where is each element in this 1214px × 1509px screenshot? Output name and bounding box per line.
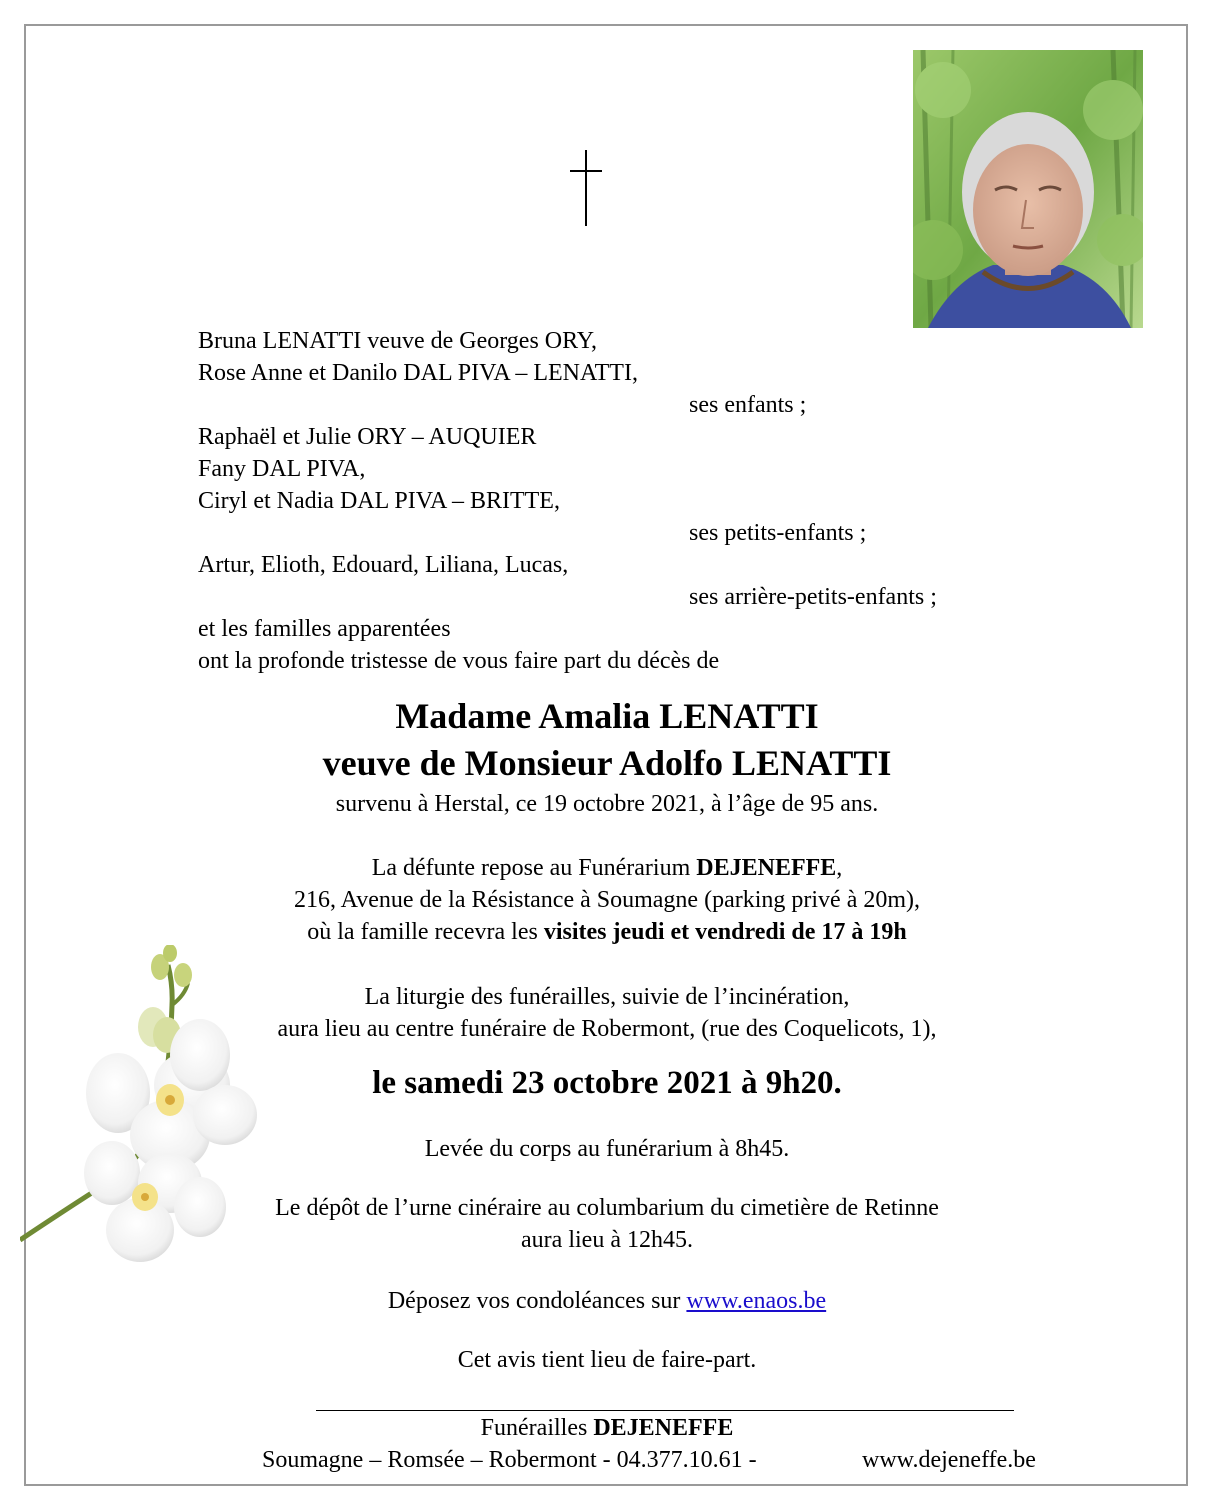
family-line: Ciryl et Nadia DAL PIVA – BRITTE, [198,488,560,514]
ceremony-date: le samedi 23 octobre 2021 à 9h20. [372,1065,842,1101]
family-line: Fany DAL PIVA, [198,456,366,482]
footer-contact: Soumagne – Romsée – Robermont - 04.377.10.61 - [262,1447,757,1473]
condolences-text: Déposez vos condoléances sur [387,1288,687,1314]
footer-company [0,1412,1214,1444]
urn-line-1: Le dépôt de l’urne cinéraire au columbarium du cimetière de Retinne [275,1195,939,1221]
orchid-flower-image [20,945,300,1275]
footer-website: www.dejeneffe.be [862,1447,1036,1473]
family-line: Artur, Elioth, Edouard, Liliana, Lucas, [198,552,569,578]
relatives-line: et les familles apparentées [198,616,451,642]
visitation-text: , [836,855,843,881]
family-role: ses petits-enfants ; [689,520,867,546]
footer-divider [316,1410,1014,1411]
deceased-details: survenu à Herstal, ce 19 octobre 2021, à l’âge de 95 ans. [335,791,879,817]
family-line: Rose Anne et Danilo DAL PIVA – LENATTI, [198,360,638,386]
visitation-line-1 [0,852,1214,884]
visitation-text: La défunte repose au Funérarium [371,855,697,881]
ceremony-line-2: aura lieu au centre funéraire de Robermont, (rue des Coquelicots, 1), [277,1016,937,1042]
footer-company-text: Funérailles [480,1415,594,1441]
deceased-name: Madame Amalia LENATTI [395,696,819,736]
cross-icon [568,150,604,226]
funeral-home-name: DEJENEFFE [696,855,837,881]
deceased-spouse: veuve de Monsieur Adolfo LENATTI [322,743,892,783]
visitation-line-3 [0,916,1214,948]
visitation-line-2: 216, Avenue de la Résistance à Soumagne (parking privé à 20m), [293,887,921,913]
notice-line: Cet avis tient lieu de faire-part. [457,1347,757,1373]
condolences-line [0,1285,1214,1317]
family-line: Raphaël et Julie ORY – AUQUIER [198,424,537,450]
family-line: Bruna LENATTI veuve de Georges ORY, [198,328,598,354]
ceremony-line-1: La liturgie des funérailles, suivie de l’incinération, [364,984,850,1010]
family-role: ses enfants ; [689,392,807,418]
deceased-portrait [913,50,1143,328]
urn-line-2: aura lieu à 12h45. [521,1227,693,1253]
announcement-line: ont la profonde tristesse de vous faire part du décès de [198,648,720,674]
footer-company-name: DEJENEFFE [593,1415,734,1441]
family-role: ses arrière-petits-enfants ; [689,584,937,610]
visiting-hours: visites jeudi et vendredi de 17 à 19h [543,919,907,945]
condolences-link[interactable]: www.enaos.be [686,1288,827,1314]
procession-line: Levée du corps au funérarium à 8h45. [424,1136,790,1162]
visitation-text: où la famille recevra les [307,919,544,945]
